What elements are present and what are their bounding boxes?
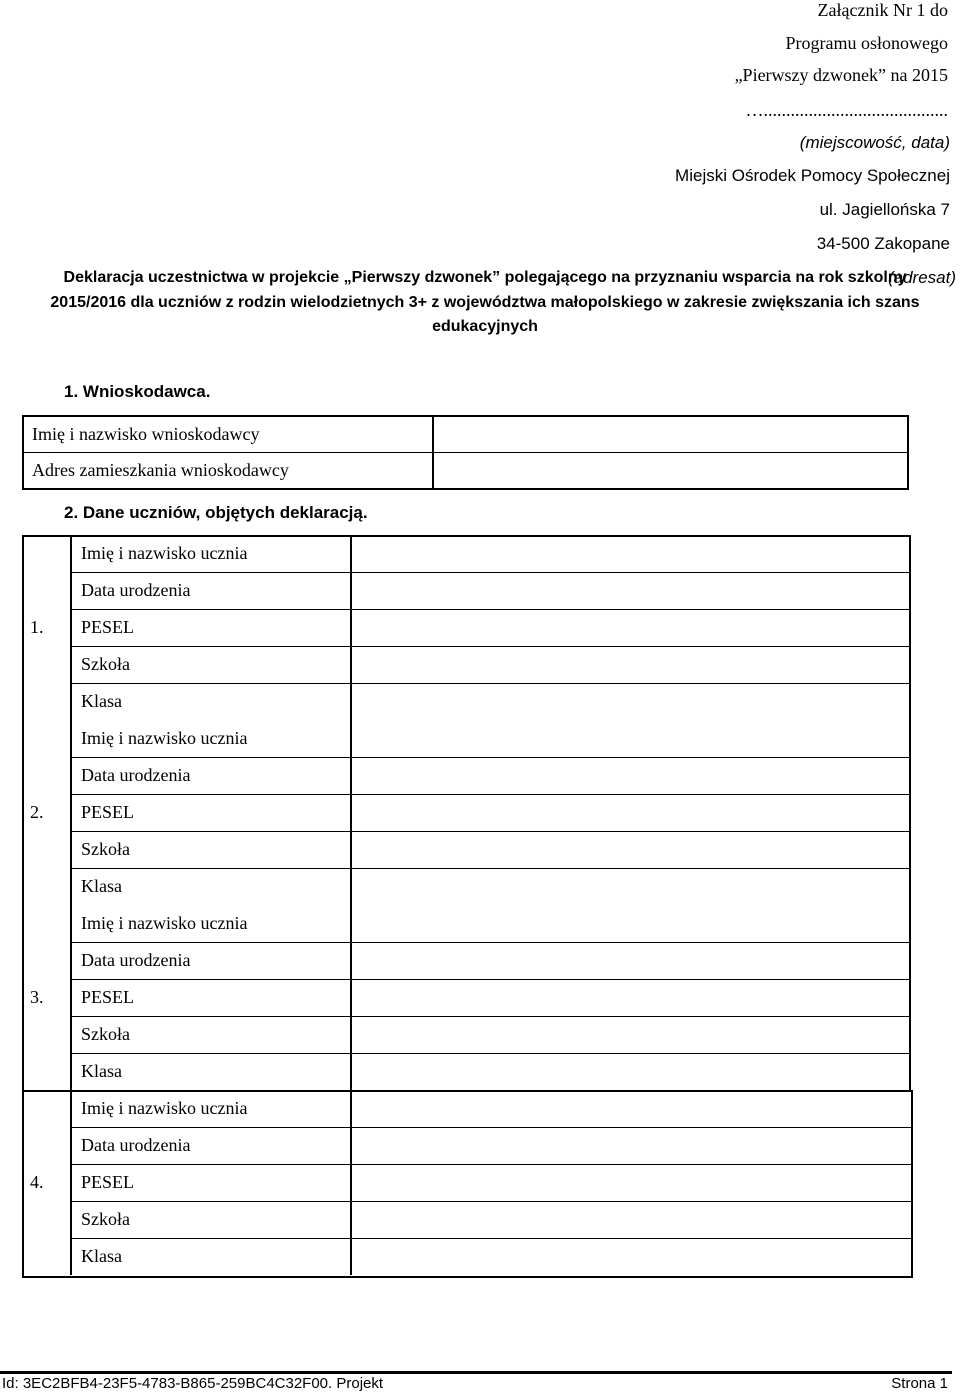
student-row-divider [70, 1238, 913, 1239]
student-field-input[interactable] [356, 686, 905, 717]
program-name: „Pierwszy dzwonek” na 2015 [734, 65, 948, 85]
student-number: 3. [30, 987, 44, 1007]
applicant-table-divider [22, 452, 909, 453]
student-field-label: PESEL [81, 1172, 135, 1192]
student-row-divider [70, 794, 911, 795]
student-field-input[interactable] [356, 760, 905, 791]
student-row-divider [70, 757, 911, 758]
student-field-input[interactable] [356, 982, 905, 1013]
student-field-label: Data urodzenia [81, 765, 191, 785]
student-row-divider [70, 1016, 911, 1017]
section1-heading: 1. Wnioskodawca. [64, 382, 211, 401]
student-number: 4. [30, 1172, 44, 1192]
student-row-divider [70, 868, 911, 869]
applicant-table-column [432, 415, 434, 490]
student-field-label: Imię i nazwisko ucznia [81, 543, 248, 563]
footer-rule [0, 1371, 952, 1374]
addressee-city: 34-500 Zakopane [816, 234, 950, 253]
student-row-divider [70, 646, 911, 647]
student-field-label: Szkoła [81, 1209, 130, 1229]
student-field-input[interactable] [356, 1167, 907, 1198]
student-number: 1. [30, 617, 44, 637]
student-field-label: Data urodzenia [81, 580, 191, 600]
student-field-input[interactable] [356, 723, 905, 754]
student-row-divider [70, 831, 911, 832]
addressee-name: Miejski Ośrodek Pomocy Społecznej [675, 166, 950, 185]
student-field-input[interactable] [356, 1019, 905, 1050]
student-field-input[interactable] [356, 908, 905, 939]
student-row-divider [70, 609, 911, 610]
student-row-divider [70, 572, 911, 573]
student-field-label: Data urodzenia [81, 1135, 191, 1155]
applicant-address-field[interactable] [440, 455, 904, 487]
student-field-label: Imię i nazwisko ucznia [81, 728, 248, 748]
student-field-label: Imię i nazwisko ucznia [81, 1098, 248, 1118]
student-field-input[interactable] [356, 538, 905, 569]
student-row-divider [70, 1053, 911, 1054]
student-field-input[interactable] [356, 834, 905, 865]
student-field-input[interactable] [356, 1093, 907, 1124]
student-field-input[interactable] [356, 575, 905, 606]
student-field-label: Klasa [81, 691, 122, 711]
student-row-divider [70, 942, 911, 943]
student-field-label: Szkoła [81, 1024, 130, 1044]
student-field-label: PESEL [81, 987, 135, 1007]
student-field-label: Klasa [81, 1061, 122, 1081]
declaration-title: Deklaracja uczestnictwa w projekcie „Pierwszy dzwonek” polegającego na przyznaniu wsparcia na rok szkolny 2015/2016 dla uczniów z rodzin wielodzietnych 3+ z województwa małopolskiego w zakresie zwiększania ich szans edukacyjnych [50, 269, 920, 335]
student-row-divider [70, 683, 911, 684]
addressee-street: ul. Jagiellońska 7 [819, 200, 950, 219]
student-field-label: Imię i nazwisko ucznia [81, 913, 248, 933]
date-dots: …......................................... [745, 100, 948, 120]
student-field-label: PESEL [81, 802, 135, 822]
student-field-label: Szkoła [81, 654, 130, 674]
student-field-input[interactable] [356, 797, 905, 828]
student-field-label: PESEL [81, 617, 135, 637]
applicant-address-label: Adres zamieszkania wnioskodawcy [32, 460, 289, 480]
applicant-name-label: Imię i nazwisko wnioskodawcy [32, 424, 260, 444]
addressee-caption: (adresat) [887, 268, 956, 287]
date-caption: (miejscowość, data) [799, 133, 950, 152]
student-field-input[interactable] [356, 612, 905, 643]
student-field-input[interactable] [356, 1241, 907, 1272]
student-row-divider [70, 979, 911, 980]
student-field-input[interactable] [356, 1204, 907, 1235]
program-label: Programu osłonowego [785, 33, 948, 53]
student-field-input[interactable] [356, 1056, 905, 1087]
student-field-input[interactable] [356, 1130, 907, 1161]
footer-id: Id: 3EC2BFB4-23F5-4783-B865-259BC4C32F00. Projekt [2, 1375, 384, 1392]
student-field-input[interactable] [356, 649, 905, 680]
student-field-label: Klasa [81, 876, 122, 896]
section2-heading: 2. Dane uczniów, objętych deklaracją. [64, 503, 368, 522]
student-number: 2. [30, 802, 44, 822]
student-row-divider [70, 1164, 913, 1165]
student-field-label: Data urodzenia [81, 950, 191, 970]
student-field-input[interactable] [356, 871, 905, 902]
student-field-label: Klasa [81, 1246, 122, 1266]
footer-page: Strona 1 [891, 1375, 948, 1392]
student-row-divider [70, 1127, 913, 1128]
student-field-label: Szkoła [81, 839, 130, 859]
student-row-divider [70, 1201, 913, 1202]
applicant-name-field[interactable] [440, 418, 904, 450]
student-field-input[interactable] [356, 945, 905, 976]
attachment-label: Załącznik Nr 1 do [817, 0, 948, 20]
